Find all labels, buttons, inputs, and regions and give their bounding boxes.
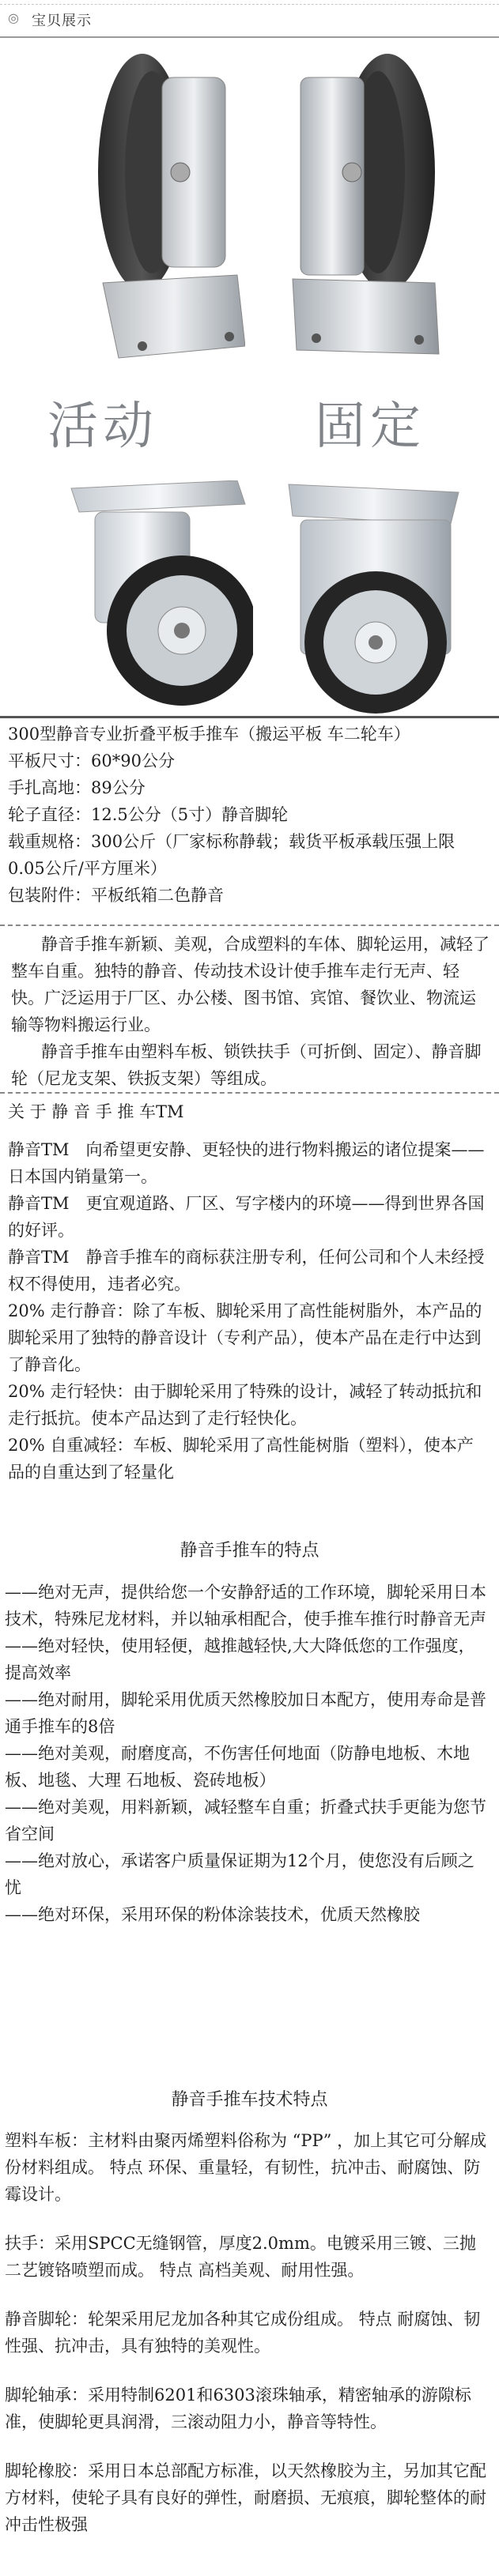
divider — [0, 925, 499, 926]
spec-load: 载重规格：300公斤（厂家标称静载；载货平板承载压强上限0.05公斤/平方厘米） — [8, 832, 456, 878]
divider — [0, 1092, 499, 1094]
about-paragraph: 20% 走行轻快：由于脚轮采用了特殊的设计，减轻了转动抵抗和走行抵抗。使本产品达到了走行轻快化。 — [8, 1382, 482, 1428]
features-block — [5, 1579, 489, 1928]
intro-paragraph: 静音手推车新颖、美观，合成塑料的车体、脚轮运用，减轻了整车自重。独特的静音、传动技术设计使手推车走行无声、轻快。广泛运用于厂区、办公楼、图书馆、宾馆、餐饮业、物流运输等物料搬运行业。 — [11, 935, 490, 1034]
tech-heading: 静音手推车技术特点 — [171, 2090, 328, 2110]
features-heading: 静音手推车的特点 — [180, 1541, 319, 1561]
intro-paragraph: 静音手推车由塑料车板、锁铁扶手（可折倒、固定）、静音脚轮（尼龙支架、铁扳支架）等组成。 — [11, 1042, 482, 1088]
tech-bearing: 脚轮轴承：采用特制6201和6303滚珠轴承，精密轴承的游隙标准，使脚轮更具润滑，三滚动阻力小，静音等特性。 — [5, 2386, 471, 2431]
feature-item: ——绝对耐用，脚轮采用优质天然橡胶加日本配方，使用寿命是普通手推车的8倍 — [5, 1690, 486, 1736]
tech-block — [5, 2127, 489, 2538]
section-header — [0, 0, 499, 38]
swivel-label: 活动 — [47, 397, 158, 456]
intro-block — [11, 931, 490, 1092]
about-heading: 关 于 静 音 手 推 车TM — [8, 1102, 184, 1121]
spec-size: 平板尺寸：60*90公分 — [8, 751, 175, 770]
header-dashed-line — [0, 4, 499, 5]
feature-item: ——绝对美观，用料新颖，减轻整车自重；折叠式扶手更能为您节省空间 — [5, 1798, 486, 1843]
spec-block — [8, 721, 487, 909]
tech-wheel: 静音脚轮：轮架采用尼龙加各种其它成份组成。 特点 耐腐蚀、韧性强、抗冲击，具有独特的美观性。 — [5, 2310, 481, 2356]
about-paragraph: 20% 走行静音：除了车板、脚轮采用了高性能树脂外，本产品的脚轮采用了独特的静音设计（专利产品），使本产品在走行中达到了静音化。 — [8, 1301, 482, 1374]
about-paragraph: 静音TM 更宜观道路、厂区、写字楼内的环境——得到世界各国的好评。 — [8, 1194, 485, 1240]
bullet-icon: ◎ — [8, 10, 19, 25]
swivel-caster-side-image — [63, 480, 253, 717]
fixed-caster-side-image — [285, 480, 467, 717]
feature-item: ——绝对无声，提供给您一个安静舒适的工作环境，脚轮采用日本技术，特殊尼龙材料，并以轴承相配合，使手推车推行时静音无声 — [5, 1583, 486, 1629]
feature-item: ——绝对轻快，使用轻便，越推越轻快,大大降低您的工作强度，提高效率 — [5, 1636, 475, 1682]
feature-item: ——绝对环保，采用环保的粉体涂装技术，优质天然橡胶 — [5, 1905, 420, 1924]
tech-board: 塑料车板：主材料由聚丙烯塑料俗称为 “PP” ，加上其它可分解成份材料组成。 特点 环保、重量轻，有韧性，抗冲击、耐腐蚀、防霉设计。 — [5, 2131, 487, 2204]
about-paragraph: 静音TM 向希望更安静、更轻快的进行物料搬运的诸位提案——日本国内销量第一。 — [8, 1140, 485, 1186]
tech-rubber: 脚轮橡胶：采用日本总部配方标准，以天然橡胶为主，另加其它配方材料，使轮子具有良好的弹性，耐磨损、无痕痕，脚轮整体的耐冲击性极强 — [5, 2461, 486, 2534]
spec-handle-height: 手扎高地：89公分 — [8, 778, 146, 797]
section-title: 宝贝展示 — [32, 13, 92, 29]
feature-item: ——绝对美观，耐磨度高，不伤害任何地面（防静电地板、木地板、地毯、大理 石地板、瓷砖地板） — [5, 1744, 470, 1790]
feature-item: ——绝对放心，承诺客户质量保证期为12个月，使您没有后顾之忧 — [5, 1851, 474, 1897]
spec-accessories: 包装附件：平板纸箱二色静音 — [8, 886, 224, 905]
fixed-caster-image — [285, 46, 451, 370]
swivel-caster-image — [87, 46, 245, 370]
divider — [0, 716, 499, 718]
tech-handle: 扶手：采用SPCC无缝钢管，厚度2.0mm。电镀采用三镀、三抛二艺镀铬喷塑而成。 特点 高档美观、耐用性强。 — [5, 2234, 476, 2280]
fixed-label: 固定 — [315, 397, 425, 456]
about-paragraph: 静音TM 静音手推车的商标获注册专利，任何公司和个人未经授权不得使用，违者必究。 — [8, 1248, 485, 1294]
spec-wheel: 轮子直径：12.5公分（5寸）静音脚轮 — [8, 805, 289, 824]
about-block — [8, 1098, 487, 1486]
product-photos — [0, 38, 499, 717]
about-paragraph: 20% 自重减轻：车板、脚轮采用了高性能树脂（塑料），使本产品的自重达到了轻量化 — [8, 1436, 474, 1482]
spec-title: 300型静音专业折叠平板手推车（搬运平板 车二轮车） — [8, 725, 410, 744]
